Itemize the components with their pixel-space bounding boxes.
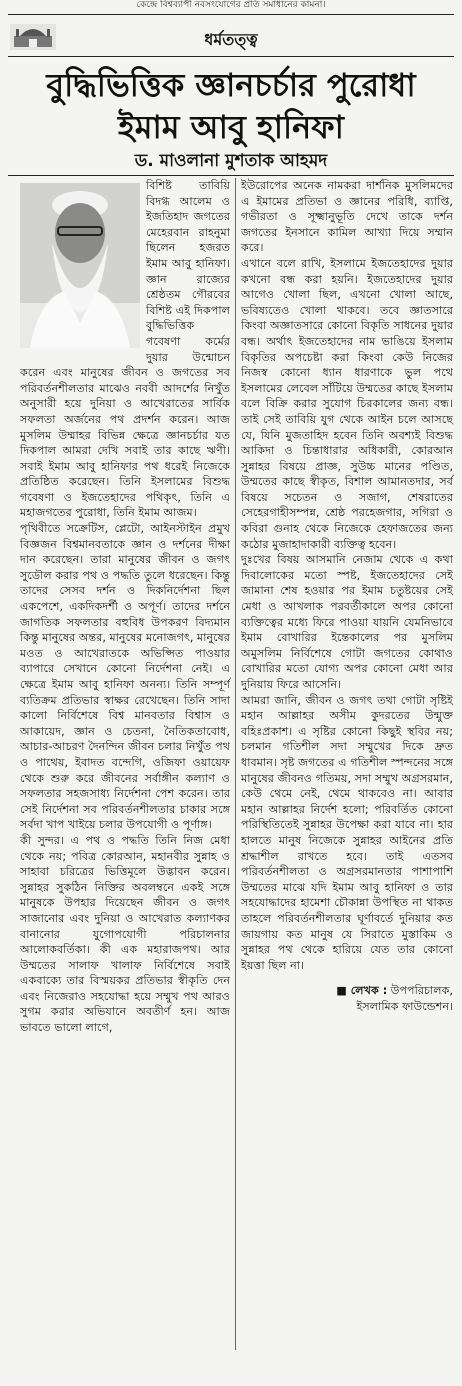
top-rule — [8, 14, 454, 15]
column-2-paragraph: এখানে বলে রাখি, ইসলামে ইজতেহাদের দুয়ার কখনো বন্ধ করা হয়নি। ইজতেহাদের দুয়ার আগেও খোলা ছিল, এখনো খোলা আছে, ভবিষ্যতেও খোলা থাকবে। তবে জ্ঞাতসারে কিংবা অজ্ঞাতসারে কোনো বিকৃতি সাধনের দুয়ার বন্ধ। অর্থাৎ ইজতেহাদের নাম ভাঙিয়ে ইসলাম বিকৃতির অপচেষ্টা করা কিংবা কেউ নিজের নিজস্ব কোনো ধ্যান ধারণাকে ভুল পথে ইসলামের লেবেল সাঁটিয়ে উম্মতের কাছে ইসলাম বলে বিক্রি করার সুযোগ চিরকালের জন্য বন্ধ। তাই সেই তাবিয়ি যুগ থেকে আইন চলে আসছে যে, যিনি মুজতাহিদ হবেন তিনি অবশ্যই বিশুদ্ধ আকিদা ও চিন্তাধারার অধিকারী, কোরআন সুন্নাহর বিষয়ে প্রাজ্ঞ, সুউচ্চ মানের পণ্ডিত, উম্মতের কাছে স্বীকৃত, বিশাল আমানতদার, সর্ব বিষয়ে সচেতন ও সজাগ, শেষরাতের সেহেরগাহীসম্পন্ন, শ্রেষ্ঠ পরহেজগার, সগিরা ও কবিরা গুনাহ থেকে নিজেকে হেফাজতের জন্য কঠোর মুজাহাদাকারী ব্যক্তিত্ব হবেন। — [241, 256, 453, 551]
article-headline — [10, 64, 452, 148]
author-note-label: লেখক : — [350, 984, 388, 998]
column-2-paragraph: ইউরোপের অনেক নামকরা দার্শনিক মুসলিমদের এ ইমামের প্রতিভা ও জ্ঞানের পরিধি, ব্যাপ্তি, গভীরতা ও সূক্ষ্মানুভূতি দেখে তাকে দর্শন জগতের ইনসানে কামিল আখ্যা দিয়ে সম্মান করে। — [241, 179, 453, 255]
column-1-paragraph: কী সুন্দর। এ পথ ও পদ্ধতি তিনি নিজ মেধা থেকে নয়; পবিত্র কোরআন, মহানবীর সুন্নাহ ও সাহাবা চরিত্রের ভিত্তিমূলে উদ্ভাবন করেন। সুন্নাহর সুকঠিন নিক্তির অবলম্বনে একই সঙ্গে মানুষকে উপহার দিয়েছেন জীবন ও জগৎ সাজানোর এবং দুনিয়া ও আখেরাত কল্যাণকর বানানোর যুগোপযোগী পরিচালনার আলোকবর্তিকা। কী এক মহারাজপথ। আর উম্মতের সালাফ খালাফ নির্বিশেষে সবাই একবাক্যে তার বিস্ময়কর প্রতিভার স্বীকৃতি দেন এবং নিজেরাও সহযোদ্ধা হয়ে সম্মুখ পথ আরও সুগম করার অভিযানে অবতীর্ণ হন। আজ ভাবতে ভালো লাগে, — [20, 833, 230, 1035]
top-strip-text: কেন্দ্রে বিশ্বব্যাপী নবসংযোগের প্রতি সমাধানের কামনা। — [136, 0, 326, 10]
article-column-1 — [20, 178, 230, 1036]
column-1-paragraph: পৃথিবীতে সক্রেটিস, প্লেটো, আইনস্টাইন প্রমুখ বিজ্ঞজন বিশ্বমানবতাকে জ্ঞান ও দর্শনের দীক্ষা দান করেছেন। তারা মানুষের জীবন ও জগৎ সুডৌল করার পথ ও পদ্ধতি তুলে ধরেছেন। কিন্তু তাদের সেসব দর্শন ও দিকনির্দেশনা ছিল একপেশে, একদিকদর্শী ও অপূর্ণ। তাদের দর্শনে জাগতিক সফলতার বহুবিধ উপকরণ বিদ্যমান কিন্তু মানুষের অন্তর, মানুষের মনোজগৎ, মানুষের মওত ও আখেরাতকে অভিপ্সিত পাওয়ার ব্যাপারে সেখানে কোনো নির্দেশনা নেই। এ ক্ষেত্রে ইমাম আবু হানিফা অনন্য। তিনি সম্পূর্ণ ব্যতিক্রম প্রতিভার স্বাক্ষর রেখেছেন। তিনি সাদা কালো নির্বিশেষে বিশ্ব মানবতার বিশ্বাস ও আকায়েদ, জ্ঞান ও চেতনা, নৈতিকতাবোধ, আচার-আচরণ দৈনন্দিন জীবন চলার নিখুঁত পথ ও পাথেয়, ইবাদত বন্দেগি, ওজিফা ওয়ায়েফ থেকে শুরু করে জীবনের সর্বাঙ্গীন কল্যাণ ও সফলতার সহজসাধ্য নির্দেশনা পেশ করেন। তার সেই নির্দেশনা সব পরিবর্তনশীলতার চাকার সঙ্গে সর্বদা খাপ খাইয়ে চলার উপযোগী ও পূর্ণাঙ্গ। — [20, 522, 230, 832]
author-note-line-1 — [241, 983, 453, 999]
byline-rule — [8, 175, 454, 176]
headline-line-2: ইমাম আবু হানিফা — [118, 108, 344, 146]
column-2-paragraph: দুঃখের বিষয় আসমানি নেজাম থেকে এ কথা দিবালোকের মতো স্পষ্ট, ইজতেহাদের সেই জামানা শেষ হওয়ার পর ইমাম চতুষ্টয়ের সেই মেধা ও আখলাক পরবর্তীকালে অপর কোনো ব্যক্তিত্বের মধ্যে ফিরে পাওয়া যায়নি যেমনিভাবে ইমাম বোখারির ইন্তেকালের পর মুসলিম অমুসলিম নির্বিশেষে গোটা জগতের কোথাও বোখারির মতো যোগ্য অপর কোনো মেধা আর দুনিয়ায় ফিরে আসেনি। — [241, 553, 453, 691]
author-note — [241, 983, 453, 1014]
byline: ড. মাওলানা মুশতাক আহমদ — [134, 151, 328, 171]
column-divider — [235, 178, 236, 1350]
column-1-paragraph: বিশিষ্ট তাবিয়ি বিদগ্ধ আলেম ও ইজতিহাদ জগতের মেহেরবান রাহনুমা ছিলেন হজরত ইমাম আবু হানিফা। জ্ঞান রাজ্যের শ্রেষ্ঠতম গৌরবের বিশিষ্ট এই দিকপাল বুদ্ধিভিত্তিক গবেষণা কর্মের দুয়ার উন্মোচন করেন এবং মানুষের জীবন ও জগতের সব পরিবর্তনশীলতার মাঝেও নববী আদর্শের নিখুঁত অনুসারী হয়ে দুনিয়া ও আখেরাতের সার্বিক সফলতা অর্জনের পথ প্রদর্শন করেন। আজ মুসলিম উম্মাহর বিভিন্ন ক্ষেত্রে জ্ঞানচর্চার যত দিকপাল আমরা দেখি সবাই তার কাছে ঋণী। সবাই ইমাম আবু হানিফার পথ ধরেই নিজেকে প্রতিষ্ঠিত করেছেন। তিনি ইসলামের বিশুদ্ধ গবেষণা ও ইজতেহাদের পথিকৃৎ, তিনি এ মহাজগতের পুরোধা, তিনি ইমাম আজম। — [20, 179, 230, 520]
column-2-paragraph: আমরা জানি, জীবন ও জগৎ তথা গোটা সৃষ্টিই মহান আল্লাহর অসীম কুদরতের উন্মুক্ত বহিঃপ্রকাশ। এ সৃষ্টির কোনো কিছুই স্থবির নয়; চলমান গতিশীল সদা সম্মুখের দিকে দ্রুত ধাবমান। সৃষ্ট জগতের এ গতিশীল স্পন্দনের সঙ্গে মানুষের জীবনও গতিময়, সদা সম্মুখ অগ্রসরমান, কেউ থেমে নেই, থেমে থাকবেও না। আবার মহান আল্লাহর নির্দেশ হলো; পরিবর্তিত কোনো পরিস্থিতিতেই সুন্নাহর উপেক্ষা করা যাবে না। হার হালতে মানুষ নিজেকে সুন্নাহর আইনের প্রতি শ্রদ্ধাশীল রাখতে হবে। তাই এতসব পরিবর্তনশীলতা ও অগ্রসরমানতার পাশাপাশি উম্মতের মাঝে যদি ইমাম আবু হানিফা ও তার সহযোদ্ধাদের হামেশা চৌকান্না উপস্থিত না থাকত তাহলে পরিবর্তনশীলতার ঘূর্ণাবর্তে দুনিয়ার কত জায়গায় কত মানুষ যে সিরাতে মুস্তাকিম ও সুন্নাহর পথ থেকে হারিয়ে যেত তার কোনো ইয়ত্তা ছিল না। — [241, 693, 453, 972]
headline-line-1: বুদ্ধিভিত্তিক জ্ঞানচর্চার পুরোধা — [46, 66, 416, 104]
square-bullet-icon: ■ — [336, 984, 351, 998]
author-organization: ইসলামিক ফাউন্ডেশন। — [356, 999, 453, 1013]
author-designation: উপপরিচালক, — [390, 984, 453, 998]
article-column-2 — [241, 178, 453, 1014]
section-label: ধর্মতত্ত্ব — [204, 30, 258, 49]
section-rule — [8, 56, 454, 57]
